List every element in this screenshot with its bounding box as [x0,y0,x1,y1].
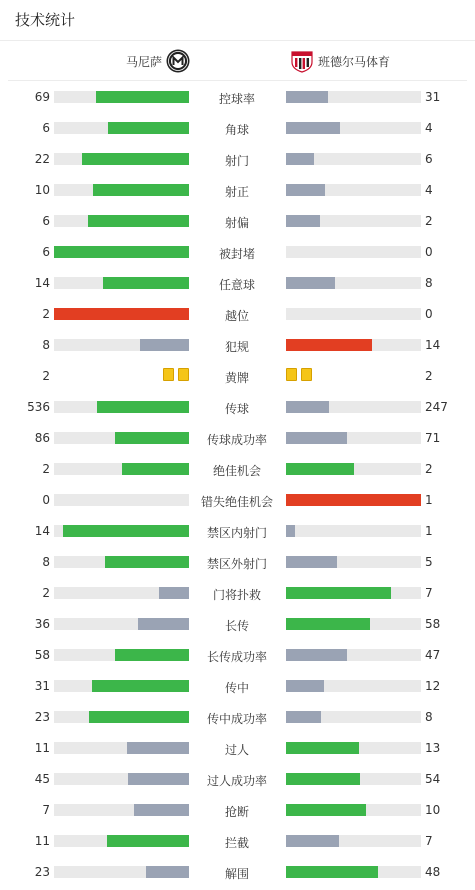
away-bar-fill [286,680,324,692]
away-bar-fill [286,494,421,506]
away-bar-track [286,339,421,351]
stat-row [0,766,475,797]
away-bar-track [286,556,421,568]
home-bar-track [54,866,189,878]
home-value: 14 [34,276,50,290]
away-value: 2 [425,214,433,228]
home-bar-track [54,153,189,165]
home-value: 23 [34,710,50,724]
away-bar-track [286,215,421,227]
home-bar-fill [63,525,189,537]
home-value: 6 [42,121,50,135]
stat-label: 长传 [224,619,249,633]
stat-row [0,115,475,146]
home-value: 45 [34,772,50,786]
away-value: 1 [425,524,433,538]
away-bar-fill [286,122,340,134]
away-bar-fill [286,91,328,103]
stat-label: 禁区外射门 [206,557,267,571]
home-yellow-cards [163,368,189,381]
home-value: 36 [34,617,50,631]
stat-row [0,704,475,735]
home-value: 2 [42,369,50,383]
home-bar-fill [115,649,189,661]
home-value: 7 [42,803,50,817]
away-value: 10 [425,803,441,817]
stat-label: 射门 [224,154,249,168]
home-bar-fill [146,866,189,878]
home-bar-track [54,401,189,413]
stat-label: 抢断 [224,805,249,819]
stat-row [0,797,475,828]
teams-header [8,42,467,81]
home-bar-track [54,184,189,196]
stat-label: 门将扑救 [212,588,261,602]
away-value: 1 [425,493,433,507]
home-team[interactable] [126,48,190,74]
away-bar-fill [286,835,339,847]
away-bar-fill [286,184,325,196]
stat-row [0,549,475,580]
away-bar-fill [286,525,295,537]
away-bar-fill [286,742,359,754]
stat-row [0,84,475,115]
stat-label: 犯规 [224,340,249,354]
away-bar-fill [286,339,372,351]
away-bar-track [286,618,421,630]
stat-label: 长传成功率 [206,650,267,664]
away-bar-track [286,401,421,413]
home-bar-track [54,587,189,599]
away-bar-track [286,525,421,537]
home-bar-fill [140,339,189,351]
away-bar-track [286,587,421,599]
away-bar-track [286,308,421,320]
stat-label: 绝佳机会 [212,464,261,478]
home-bar-track [54,649,189,661]
home-bar-track [54,215,189,227]
stat-row [0,487,475,518]
home-bar-fill [54,308,189,320]
stat-label: 角球 [224,123,249,137]
stat-row [0,332,475,363]
stat-row [0,301,475,332]
home-bar-fill [127,742,189,754]
home-bar-track [54,525,189,537]
away-bar-track [286,680,421,692]
manisa-crest-icon [166,49,190,73]
away-bar-track [286,866,421,878]
stat-row [0,456,475,487]
stat-row [0,611,475,642]
home-bar-track [54,91,189,103]
section-title: 技术统计 [15,11,76,29]
away-team[interactable] [290,48,390,74]
home-bar-track [54,835,189,847]
home-bar-fill [92,680,189,692]
home-value: 11 [34,834,50,848]
home-value: 86 [34,431,50,445]
home-value: 10 [34,183,50,197]
stat-label: 射正 [224,185,249,199]
stat-label: 传球 [224,402,249,416]
stat-label: 任意球 [218,278,255,292]
home-value: 6 [42,245,50,259]
stat-row [0,828,475,859]
stat-row [0,270,475,301]
away-value: 7 [425,586,433,600]
home-team-name: 马尼萨 [125,54,162,69]
away-team-name: 班德尔马体育 [318,54,391,69]
home-bar-fill [103,277,189,289]
stat-row [0,363,475,394]
stat-label: 过人成功率 [206,774,267,788]
home-value: 22 [34,152,50,166]
away-bar-fill [286,432,347,444]
home-bar-fill [97,401,189,413]
away-value: 247 [425,400,448,414]
home-bar-track [54,804,189,816]
away-bar-track [286,463,421,475]
stat-label: 黄牌 [224,371,249,385]
away-bar-fill [286,401,329,413]
home-bar-track [54,556,189,568]
yellow-card-icon [286,368,297,381]
home-value: 2 [42,307,50,321]
home-value: 69 [34,90,50,104]
away-yellow-cards [286,368,312,381]
away-value: 8 [425,710,433,724]
stat-label: 越位 [224,309,249,323]
stat-row [0,177,475,208]
home-value: 58 [34,648,50,662]
home-bar-fill [159,587,189,599]
stat-label: 控球率 [218,92,255,106]
away-value: 48 [425,865,441,879]
away-bar-fill [286,649,347,661]
stat-label: 传中成功率 [206,712,267,726]
stat-row [0,239,475,270]
home-bar-track [54,122,189,134]
away-bar-track [286,835,421,847]
away-value: 6 [425,152,433,166]
away-value: 58 [425,617,441,631]
away-bar-track [286,804,421,816]
home-bar-track [54,680,189,692]
stat-label: 传中 [224,681,249,695]
home-bar-fill [134,804,189,816]
home-value: 6 [42,214,50,228]
stat-label: 解围 [224,867,249,881]
away-bar-fill [286,277,335,289]
away-bar-track [286,246,421,258]
home-bar-track [54,494,189,506]
yellow-card-icon [301,368,312,381]
home-bar-track [54,711,189,723]
away-bar-fill [286,587,391,599]
home-bar-fill [82,153,189,165]
away-bar-fill [286,711,321,723]
home-value: 31 [34,679,50,693]
away-bar-track [286,742,421,754]
stat-label: 传球成功率 [206,433,267,447]
home-bar-fill [54,246,189,258]
away-value: 14 [425,338,441,352]
home-bar-fill [122,463,190,475]
home-bar-fill [115,432,189,444]
home-value: 11 [34,741,50,755]
home-bar-track [54,618,189,630]
away-bar-track [286,122,421,134]
away-value: 13 [425,741,441,755]
home-bar-fill [105,556,189,568]
bandirmaspor-crest-icon [290,49,314,73]
stat-label: 错失绝佳机会 [200,495,273,509]
stat-label: 拦截 [224,836,249,850]
away-value: 8 [425,276,433,290]
home-bar-fill [89,711,189,723]
away-value: 0 [425,307,433,321]
stat-row [0,580,475,611]
away-value: 4 [425,183,433,197]
home-bar-track [54,742,189,754]
home-bar-track [54,277,189,289]
home-value: 8 [42,338,50,352]
stat-label: 过人 [224,743,249,757]
yellow-card-icon [178,368,189,381]
away-bar-fill [286,866,378,878]
stat-row [0,673,475,704]
away-value: 12 [425,679,441,693]
away-bar-fill [286,804,366,816]
home-value: 536 [27,400,50,414]
home-bar-track [54,463,189,475]
home-bar-track [54,432,189,444]
stat-row [0,859,475,890]
home-bar-fill [128,773,189,785]
away-value: 7 [425,834,433,848]
away-value: 2 [425,462,433,476]
home-value: 14 [34,524,50,538]
home-bar-fill [88,215,189,227]
stat-label: 禁区内射门 [206,526,267,540]
away-bar-fill [286,215,320,227]
away-value: 54 [425,772,441,786]
stat-row [0,518,475,549]
yellow-card-icon [163,368,174,381]
away-value: 31 [425,90,441,104]
home-value: 0 [42,493,50,507]
home-value: 2 [42,586,50,600]
home-bar-track [54,773,189,785]
home-bar-fill [138,618,189,630]
away-bar-track [286,432,421,444]
away-bar-track [286,91,421,103]
away-bar-fill [286,773,360,785]
stat-row [0,394,475,425]
away-value: 4 [425,121,433,135]
stat-label: 被封堵 [218,247,255,261]
away-bar-track [286,773,421,785]
stat-row [0,208,475,239]
away-value: 2 [425,369,433,383]
home-bar-track [54,339,189,351]
away-value: 5 [425,555,433,569]
home-bar-fill [96,91,189,103]
home-value: 2 [42,462,50,476]
away-bar-track [286,494,421,506]
away-bar-fill [286,463,354,475]
away-bar-track [286,649,421,661]
away-value: 71 [425,431,441,445]
away-bar-track [286,277,421,289]
stat-row [0,735,475,766]
divider [0,40,475,41]
away-bar-fill [286,556,337,568]
home-bar-fill [107,835,189,847]
home-value: 23 [34,865,50,879]
home-bar-fill [108,122,189,134]
stat-label: 射偏 [224,216,249,230]
away-bar-track [286,711,421,723]
away-bar-track [286,184,421,196]
home-value: 8 [42,555,50,569]
stat-row [0,146,475,177]
stat-row [0,425,475,456]
away-value: 0 [425,245,433,259]
stat-row [0,642,475,673]
stats-list [0,84,475,890]
home-bar-track [54,308,189,320]
home-bar-fill [93,184,189,196]
home-bar-track [54,246,189,258]
away-bar-track [286,153,421,165]
away-value: 47 [425,648,441,662]
away-bar-fill [286,153,314,165]
away-bar-fill [286,618,370,630]
